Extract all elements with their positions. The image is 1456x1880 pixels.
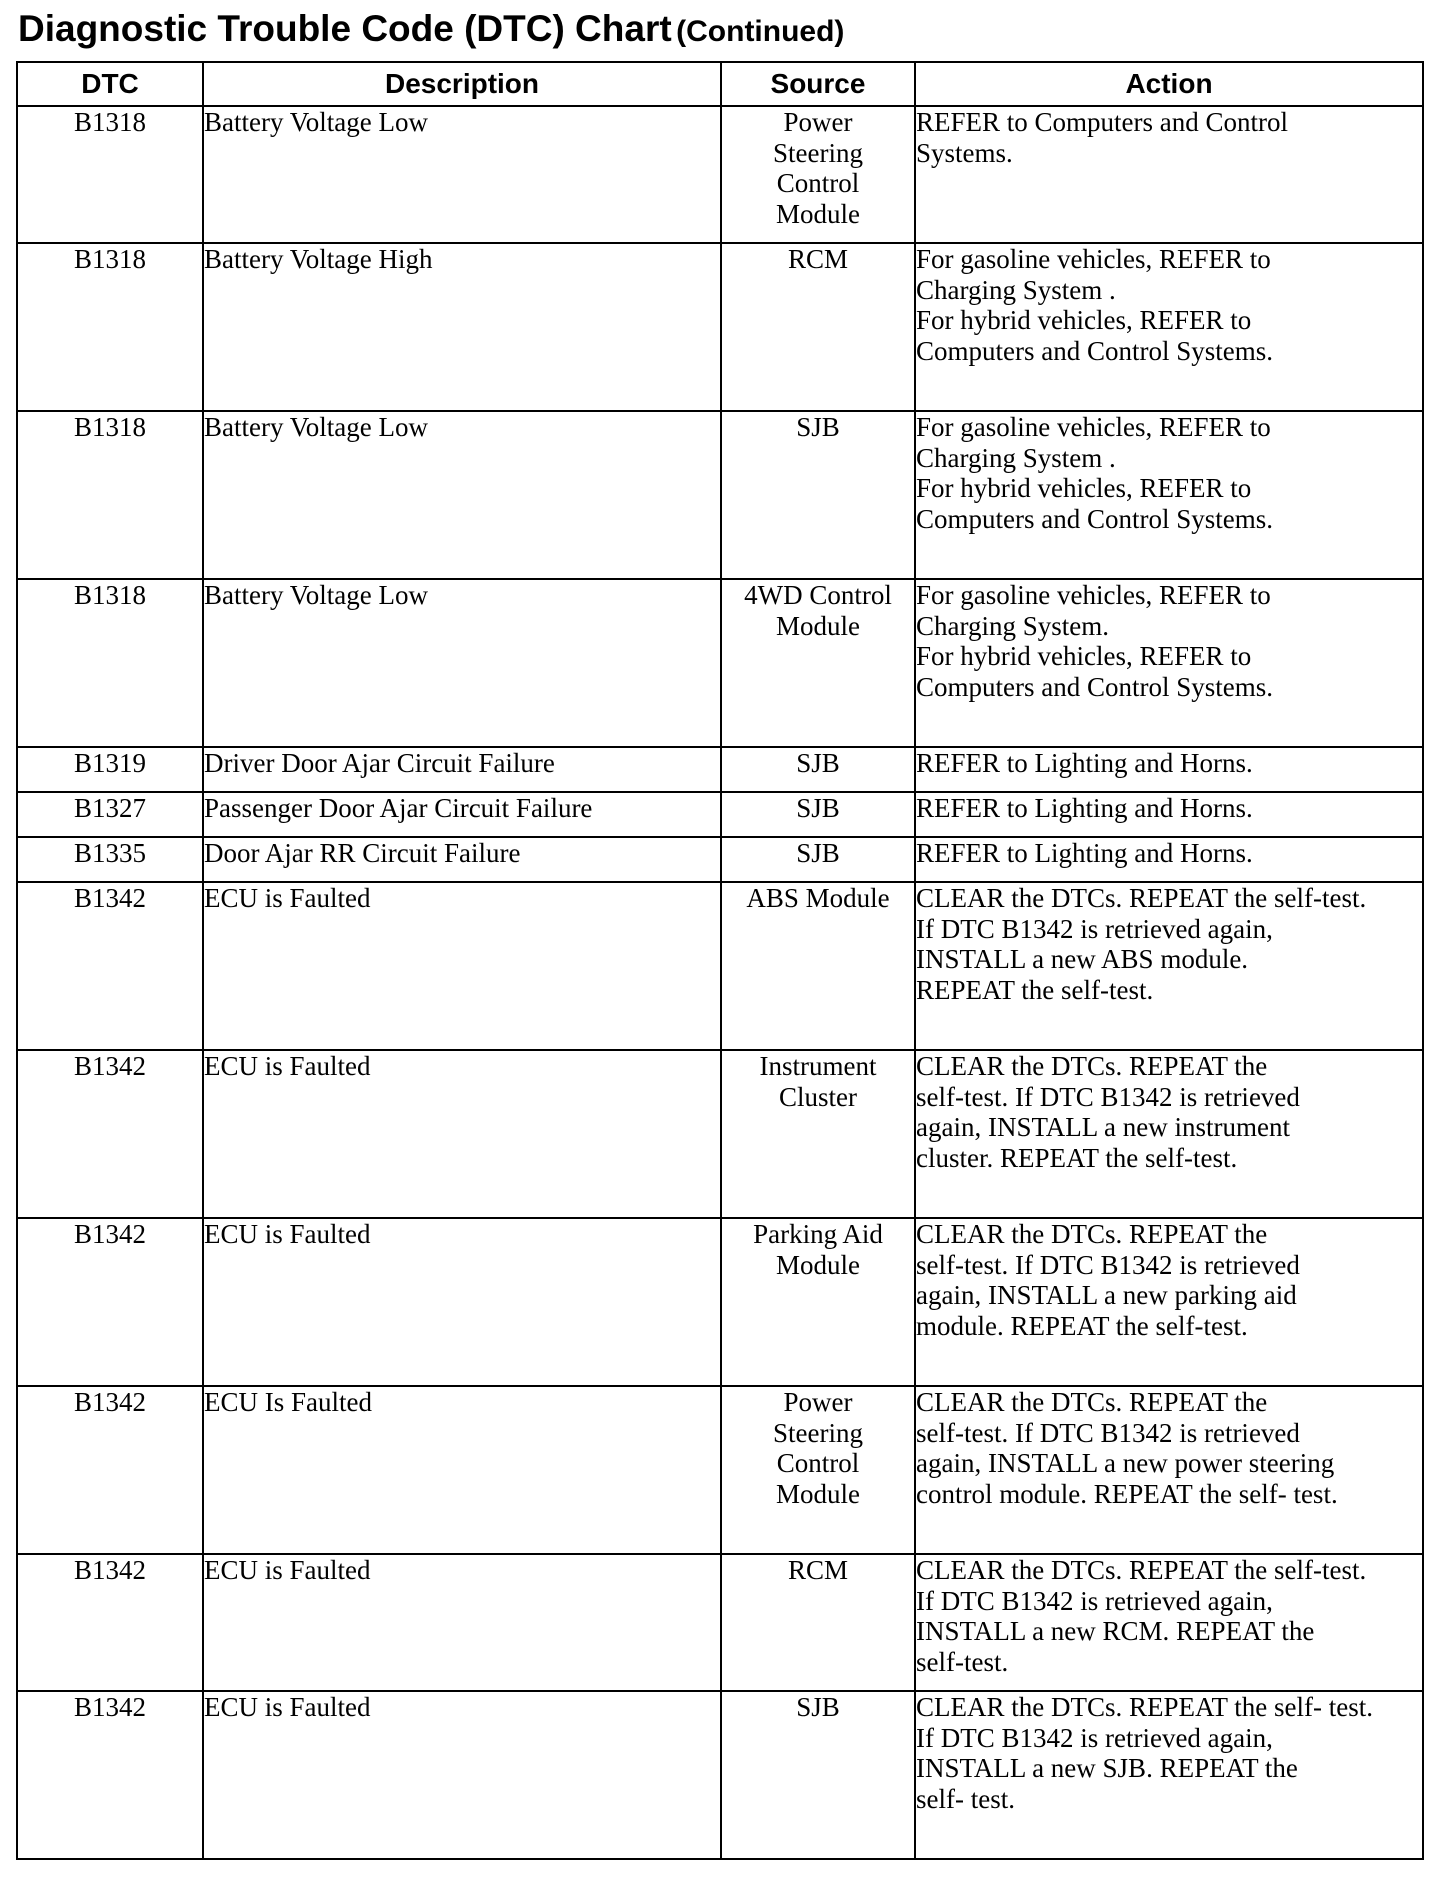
action-cell [915, 106, 1423, 243]
action-line: For gasoline vehicles, REFER to [916, 244, 1271, 274]
dtc-code-cell: B1318 [17, 579, 203, 747]
source-cell [721, 1386, 915, 1554]
table-header-row [17, 62, 1423, 106]
dtc-code-cell: B1335 [17, 837, 203, 882]
table-body [17, 106, 1423, 1859]
action-line: If DTC B1342 is retrieved again, [916, 1722, 1273, 1753]
action-line: REFER to Lighting and Horns. [916, 838, 1253, 868]
action-line: If DTC B1342 is retrieved again, [916, 1585, 1273, 1616]
action-cell [915, 1050, 1423, 1218]
description-cell: Battery Voltage Low [203, 106, 721, 243]
action-cell [915, 243, 1423, 411]
action-line: Systems. [916, 137, 1013, 168]
action-line: REFER to Computers and Control [916, 107, 1289, 137]
dtc-chart-table [16, 61, 1424, 1860]
action-line: again, INSTALL a new parking aid [916, 1280, 1297, 1310]
dtc-code-cell: B1342 [17, 1050, 203, 1218]
source-line: 4WD Control [744, 580, 892, 610]
description-cell: Driver Door Ajar Circuit Failure [203, 747, 721, 792]
action-line: Charging System. [916, 610, 1110, 641]
dtc-code-cell: B1342 [17, 1386, 203, 1554]
action-cell [915, 792, 1423, 837]
column-header-dtc: DTC [17, 62, 203, 106]
action-line: INSTALL a new RCM. REPEAT the [916, 1616, 1315, 1646]
action-line: self-test. If DTC B1342 is retrieved [916, 1417, 1300, 1448]
action-line: Computers and Control Systems. [916, 335, 1273, 366]
action-line: self-test. If DTC B1342 is retrieved [916, 1081, 1300, 1112]
action-line: Charging System . [916, 442, 1116, 473]
action-cell [915, 1386, 1423, 1554]
action-cell [915, 882, 1423, 1050]
source-cell [721, 243, 915, 411]
source-cell [721, 1050, 915, 1218]
source-cell [721, 882, 915, 1050]
table-row [17, 243, 1423, 411]
source-cell [721, 747, 915, 792]
table-row [17, 1554, 1423, 1691]
dtc-code-cell: B1342 [17, 882, 203, 1050]
source-cell [721, 106, 915, 243]
action-line: self-test. [916, 1646, 1009, 1677]
table-row [17, 1691, 1423, 1859]
action-line: INSTALL a new ABS module. [916, 944, 1249, 974]
action-line: CLEAR the DTCs. REPEAT the [916, 1219, 1268, 1249]
source-line: Cluster [779, 1081, 857, 1112]
source-line: Module [776, 198, 860, 229]
action-line: INSTALL a new SJB. REPEAT the [916, 1753, 1298, 1783]
table-row [17, 747, 1423, 792]
description-cell: Battery Voltage Low [203, 579, 721, 747]
page-title-continued: (Continued) [676, 15, 845, 48]
dtc-code-cell: B1319 [17, 747, 203, 792]
action-line: cluster. REPEAT the self-test. [916, 1142, 1238, 1173]
source-line: SJB [796, 793, 840, 823]
description-cell: ECU is Faulted [203, 1691, 721, 1859]
action-line: Charging System . [916, 274, 1116, 305]
source-line: Power [783, 107, 853, 137]
action-line: REPEAT the self-test. [916, 974, 1154, 1005]
action-line: For hybrid vehicles, REFER to [916, 473, 1252, 503]
description-cell: Door Ajar RR Circuit Failure [203, 837, 721, 882]
dtc-code-cell: B1342 [17, 1554, 203, 1691]
description-cell: Battery Voltage Low [203, 411, 721, 579]
action-cell [915, 1691, 1423, 1859]
action-line: again, INSTALL a new power steering [916, 1448, 1335, 1478]
table-row [17, 1386, 1423, 1554]
action-line: module. REPEAT the self-test. [916, 1310, 1248, 1341]
source-line: Steering [773, 137, 863, 168]
action-line: For gasoline vehicles, REFER to [916, 580, 1271, 610]
action-line: Computers and Control Systems. [916, 671, 1273, 702]
description-cell: ECU is Faulted [203, 1050, 721, 1218]
action-line: again, INSTALL a new instrument [916, 1112, 1290, 1142]
column-header-source: Source [721, 62, 915, 106]
action-line: control module. REPEAT the self- test. [916, 1478, 1338, 1509]
source-line: Module [776, 1478, 860, 1509]
description-cell: ECU is Faulted [203, 1554, 721, 1691]
table-row [17, 882, 1423, 1050]
source-line: Module [776, 1249, 860, 1280]
source-line: Power [783, 1387, 853, 1417]
source-cell [721, 1554, 915, 1691]
source-line: Control [776, 1448, 860, 1478]
source-cell [721, 792, 915, 837]
source-line: SJB [796, 1692, 840, 1722]
source-cell [721, 579, 915, 747]
action-line: self- test. [916, 1783, 1015, 1814]
action-cell [915, 579, 1423, 747]
description-cell: Passenger Door Ajar Circuit Failure [203, 792, 721, 837]
action-cell [915, 1554, 1423, 1691]
source-cell [721, 411, 915, 579]
column-header-action: Action [915, 62, 1423, 106]
source-line: Steering [773, 1417, 863, 1448]
action-line: CLEAR the DTCs. REPEAT the self-test. [916, 883, 1367, 913]
dtc-code-cell: B1318 [17, 411, 203, 579]
dtc-code-cell: B1318 [17, 106, 203, 243]
action-cell [915, 1218, 1423, 1386]
dtc-code-cell: B1342 [17, 1691, 203, 1859]
source-line: Control [776, 168, 860, 198]
description-cell: Battery Voltage High [203, 243, 721, 411]
table-row [17, 792, 1423, 837]
action-line: self-test. If DTC B1342 is retrieved [916, 1249, 1300, 1280]
source-line: Module [776, 610, 860, 641]
source-line: SJB [796, 412, 840, 442]
dtc-code-cell: B1318 [17, 243, 203, 411]
action-line: For hybrid vehicles, REFER to [916, 305, 1252, 335]
table-row [17, 1218, 1423, 1386]
source-cell [721, 1691, 915, 1859]
action-cell [915, 837, 1423, 882]
action-line: CLEAR the DTCs. REPEAT the [916, 1051, 1268, 1081]
source-cell [721, 837, 915, 882]
page-title [18, 8, 844, 50]
action-line: REFER to Lighting and Horns. [916, 748, 1253, 778]
source-line: SJB [796, 748, 840, 778]
action-line: For gasoline vehicles, REFER to [916, 412, 1271, 442]
source-line: RCM [787, 1555, 849, 1585]
action-cell [915, 747, 1423, 792]
table-row [17, 579, 1423, 747]
source-line: Instrument [759, 1051, 877, 1081]
source-line: SJB [796, 838, 840, 868]
source-cell [721, 1218, 915, 1386]
table-row [17, 106, 1423, 243]
action-line: If DTC B1342 is retrieved again, [916, 913, 1273, 944]
dtc-code-cell: B1342 [17, 1218, 203, 1386]
table-row [17, 411, 1423, 579]
action-line: CLEAR the DTCs. REPEAT the self- test. [916, 1692, 1373, 1722]
description-cell: ECU is Faulted [203, 1218, 721, 1386]
description-cell: ECU Is Faulted [203, 1386, 721, 1554]
action-line: CLEAR the DTCs. REPEAT the [916, 1387, 1268, 1417]
source-line: ABS Module [746, 883, 890, 913]
page-title-main: Diagnostic Trouble Code (DTC) Chart [18, 8, 672, 49]
action-line: CLEAR the DTCs. REPEAT the self-test. [916, 1555, 1367, 1585]
table-row [17, 837, 1423, 882]
column-header-description: Description [203, 62, 721, 106]
table-row [17, 1050, 1423, 1218]
source-line: Parking Aid [753, 1219, 883, 1249]
action-line: For hybrid vehicles, REFER to [916, 641, 1252, 671]
action-cell [915, 411, 1423, 579]
description-cell: ECU is Faulted [203, 882, 721, 1050]
action-line: Computers and Control Systems. [916, 503, 1273, 534]
dtc-code-cell: B1327 [17, 792, 203, 837]
source-line: RCM [787, 244, 849, 274]
action-line: REFER to Lighting and Horns. [916, 793, 1253, 823]
